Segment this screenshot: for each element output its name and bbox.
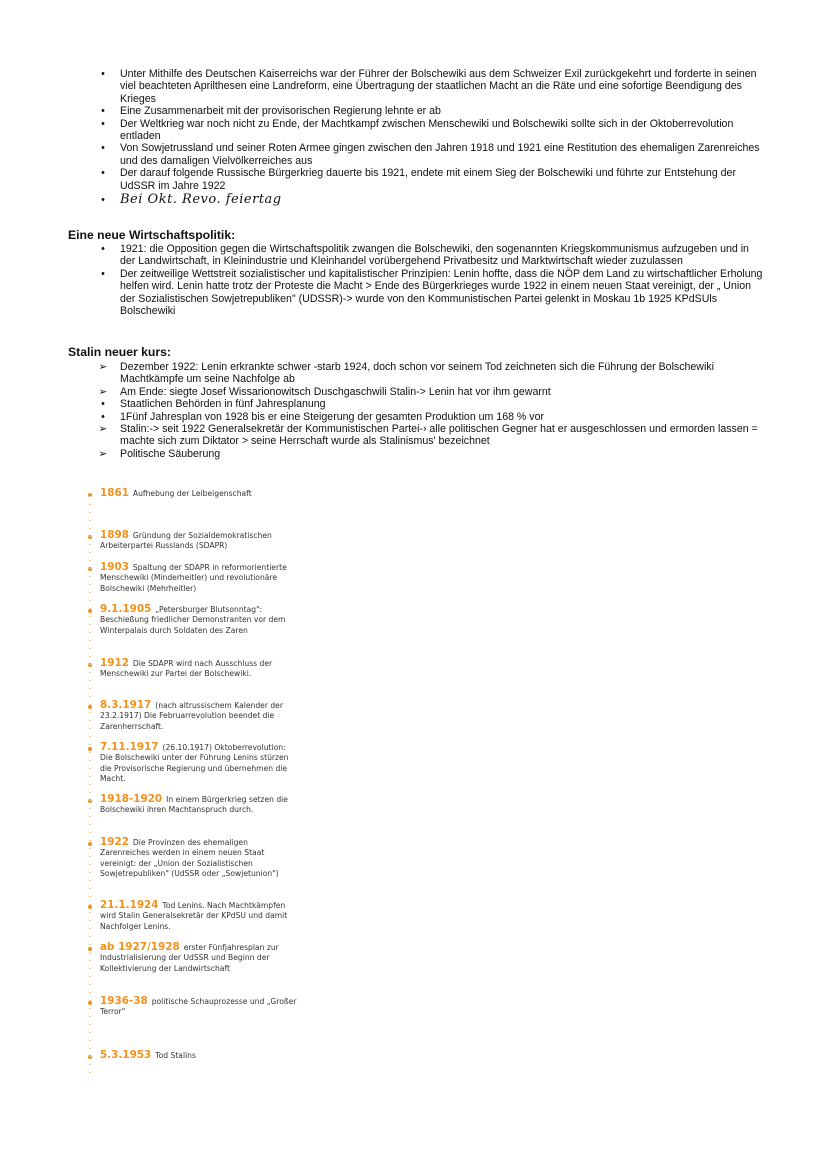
- list-item: [96, 142, 766, 167]
- timeline-connector: [89, 920, 91, 921]
- timeline-entry: [84, 658, 298, 680]
- list-item-text: Am Ende: siegte Josef Wissarionowitsch Duschgaschwili Stalin-> Lenin hat vor ihm gewarnt: [120, 385, 551, 398]
- timeline-connector: [89, 704, 91, 705]
- list-item-text: Unter Mithilfe des Deutschen Kaiserreichs war der Führer der Bolschewiki aus dem Schweizer Exil zurückgekehrt und forderte in seinen viel beachteten Aprilthesen eine Landreform, eine Übertragung der staatlichen Macht an die Räte und eine sofortige Beendigung des Krieges: [120, 68, 757, 105]
- timeline-connector: [89, 1016, 91, 1017]
- timeline-connector: [89, 776, 91, 777]
- timeline-connector: [89, 832, 91, 833]
- timeline-connector: [89, 712, 91, 713]
- timeline-connector: [89, 552, 91, 553]
- arrow-bullet-icon: ➢: [98, 423, 108, 436]
- timeline-connector: [89, 960, 91, 961]
- timeline-connector: [89, 936, 91, 937]
- timeline-connector: [89, 520, 91, 521]
- timeline-connector: [89, 680, 91, 681]
- timeline-connector: [89, 664, 91, 665]
- timeline-year: ab 1927/1928: [100, 941, 180, 953]
- timeline-connector: [89, 616, 91, 617]
- bullet-icon: •: [101, 68, 105, 80]
- handwritten-note: [96, 194, 766, 206]
- bullet-icon: •: [101, 105, 105, 118]
- timeline-year: 9.1.1905: [100, 603, 152, 615]
- timeline-entry: [84, 488, 298, 499]
- timeline-year: 7.11.1917: [100, 741, 159, 753]
- bullet-icon: •: [101, 142, 105, 155]
- timeline-connector: [89, 536, 91, 537]
- list-item-text: Staatlichen Behörden in fünf Jahresplanung: [120, 398, 326, 411]
- timeline-connector: [89, 976, 91, 977]
- list-item: [96, 423, 766, 448]
- timeline-year: 1861: [100, 487, 129, 499]
- timeline-connector: [89, 1072, 91, 1073]
- timeline-connector: [89, 696, 91, 697]
- timeline-text: Aufhebung der Leibeigenschaft: [132, 489, 252, 498]
- timeline-connector: [89, 1024, 91, 1025]
- bullet-icon: •: [101, 398, 105, 411]
- timeline-year: 1903: [100, 561, 129, 573]
- list-item: [96, 386, 766, 398]
- timeline-connector: [89, 592, 91, 593]
- timeline-connector: [89, 1056, 91, 1057]
- timeline-connector: [89, 496, 91, 497]
- timeline-connector: [89, 584, 91, 585]
- timeline-connector: [89, 504, 91, 505]
- timeline-connector: [89, 928, 91, 929]
- timeline-year: 21.1.1924: [100, 899, 159, 911]
- section-heading-stalin: Stalin neuer kurs:: [68, 345, 171, 359]
- timeline-year: 1918-1920: [100, 793, 163, 805]
- list-item-text: Der zeitweilige Wettstreit sozialistischer und kapitalistischer Prinzipien: Lenin hoffte, dass die NÖP dem Land zu wirtschaftlicher Erholung helfen wird. Lenin hatte trotz der Proteste die Macht > Ende des Bürgerkrieges wurde 1922 in einem neuen Staat vereinigt, der „ Union der Sozialistischen Sowjetrepubliken" (UDSSR)-> wurde von den Kommunistischen Partei gelenkt in Moskau 1b 1925 KPdSUls Bolschewiki: [120, 267, 763, 318]
- timeline-connector: [89, 792, 91, 793]
- list-item-text: Von Sowjetrussland und seiner Roten Armee gingen zwischen den Jahren 1918 und 1921 eine Restitution des ehemaligen Zarenreiches und des damaligen Vielvölkerreiches aus: [120, 142, 760, 167]
- timeline-dot-icon: [88, 747, 92, 751]
- list-item: [96, 398, 766, 410]
- bullet-icon: •: [101, 194, 105, 207]
- timeline-connector: [89, 640, 91, 641]
- list-item-text: Politische Säuberung: [120, 447, 221, 460]
- list-item: [96, 268, 766, 318]
- timeline-connector: [89, 808, 91, 809]
- timeline-connector: [89, 904, 91, 905]
- timeline-text: Gründung der Sozialdemokratischen Arbeiterpartei Russlands (SDAPR): [100, 531, 272, 551]
- timeline-connector: [89, 984, 91, 985]
- timeline-entry: [84, 742, 298, 784]
- bullet-icon: •: [101, 117, 105, 130]
- bullet-icon: •: [101, 167, 105, 180]
- timeline-connector: [89, 848, 91, 849]
- timeline-connector: [89, 952, 91, 953]
- timeline-text: Die SDAPR wird nach Ausschluss der Menschewiki zur Partei der Bolschewiki.: [100, 659, 273, 679]
- list-item: [96, 105, 766, 117]
- timeline-connector: [89, 1064, 91, 1065]
- timeline-connector: [89, 576, 91, 577]
- timeline-connector: [89, 728, 91, 729]
- timeline-connector: [89, 800, 91, 801]
- timeline-connector: [89, 672, 91, 673]
- timeline-entry: [84, 942, 298, 974]
- timeline-connector: [89, 992, 91, 993]
- timeline-dot-icon: [88, 947, 92, 951]
- timeline-text: Spaltung der SDAPR in reformorientierte Menschewiki (Minderheitler) und revolutionäre Bolschewiki (Mehrheitler): [100, 563, 287, 593]
- list-item-text: Stalin:-> seit 1922 Generalsekretär der Kommunistischen Partei-› alle politischen Gegner hat er ausgeschlossen und ermorden lassen = machte sich zum Diktator > seine Herrschaft wurde als Stalinismus' bezeichnet: [120, 423, 758, 448]
- timeline-text: In einem Bürgerkrieg setzen die Bolschewiki ihren Machtanspruch durch.: [100, 795, 288, 815]
- timeline-dot-icon: [88, 705, 92, 709]
- timeline-connector: [89, 600, 91, 601]
- list-item-text: Der darauf folgende Russische Bürgerkrieg dauerte bis 1921, endete mit einem Sieg der Bolschewiki und führte zur Entstehung der UdSSR im Jahre 1922: [120, 167, 736, 192]
- timeline-dot-icon: [88, 1001, 92, 1005]
- timeline-connector: [89, 1008, 91, 1009]
- timeline-connector: [89, 1032, 91, 1033]
- arrow-bullet-icon: ➢: [98, 385, 108, 398]
- list-item-text: 1Fünf Jahresplan von 1928 bis er eine Steigerung der gesamten Produktion um 168 % vor: [120, 410, 545, 423]
- arrow-bullet-icon: ➢: [98, 361, 108, 373]
- timeline-connector: [89, 768, 91, 769]
- timeline-connector: [89, 512, 91, 513]
- timeline-entry: [84, 700, 298, 732]
- timeline-text: Tod Stalins: [155, 1051, 196, 1060]
- timeline-entry: [84, 1050, 298, 1061]
- intro-bullet-list: [96, 68, 766, 206]
- list-item-text: Eine Zusammenarbeit mit der provisorischen Regierung lehnte er ab: [120, 105, 441, 118]
- timeline-entry: [84, 996, 298, 1018]
- timeline-connector: [89, 720, 91, 721]
- timeline-connector: [89, 752, 91, 753]
- timeline-connector: [89, 1040, 91, 1041]
- timeline-entry: [84, 604, 298, 636]
- timeline-connector: [89, 880, 91, 881]
- timeline-connector: [89, 872, 91, 873]
- timeline-text: erster Fünfjahresplan zur Industrialisierung der UdSSR und Beginn der Kollektivierung der Landwirtschaft: [100, 943, 279, 973]
- timeline-connector: [89, 856, 91, 857]
- timeline-connector: [89, 648, 91, 649]
- list-item: [96, 361, 766, 386]
- timeline-connector: [89, 544, 91, 545]
- timeline-year: 1898: [100, 529, 129, 541]
- timeline-entry: [84, 530, 298, 552]
- list-item-text: 1921: die Opposition gegen die Wirtschaftspolitik zwangen die Bolschewiki, den sogenannten Kriegskommunismus aufzugeben und in der Landwirtschaft, in Kleinindustrie und Kleinhandel vorübergehend Privatbesitz und Marktwirtschaft wieder zuzulassen: [120, 243, 749, 268]
- timeline-connector: [89, 840, 91, 841]
- timeline-connector: [89, 608, 91, 609]
- timeline-entry: [84, 794, 298, 816]
- list-item: [96, 411, 766, 423]
- timeline-connector: [89, 656, 91, 657]
- timeline-text: Die Provinzen des ehemaligen Zarenreiches werden in einem neuen Staat vereinigt: der „Union der Sozialistischen Sowjetrepubliken" (UdSSR oder „Sowjetunion"): [100, 838, 279, 878]
- bullet-icon: •: [101, 410, 105, 423]
- timeline-connector: [89, 624, 91, 625]
- timeline-connector: [89, 888, 91, 889]
- timeline-entry: [84, 837, 298, 879]
- timeline-connector: [89, 864, 91, 865]
- timeline-dot-icon: [88, 609, 92, 613]
- list-item: [96, 167, 766, 192]
- timeline-connector: [89, 760, 91, 761]
- timeline-connector: [89, 560, 91, 561]
- timeline-connector: [89, 736, 91, 737]
- timeline-connector: [89, 1048, 91, 1049]
- list-item: [96, 118, 766, 143]
- timeline-dot-icon: [88, 842, 92, 846]
- arrow-bullet-icon: ➢: [98, 447, 108, 460]
- timeline-text: Tod Lenins. Nach Machtkämpfen wird Stalin Generalsekretär der KPdSU und damit Nachfolger Lenins.: [100, 901, 288, 931]
- timeline-connector: [89, 744, 91, 745]
- timeline-text: politische Schauprozesse und „Großer Terror": [100, 997, 297, 1017]
- timeline-connector: [89, 1000, 91, 1001]
- timeline-connector: [89, 528, 91, 529]
- bullet-icon: •: [101, 243, 105, 255]
- handwritten-note-text: Bei Okt. Revo. feiertag: [120, 192, 282, 208]
- bullet-icon: •: [101, 267, 105, 280]
- stalin-bullet-list: [96, 361, 766, 460]
- list-item: [96, 243, 766, 268]
- list-item: [96, 448, 766, 460]
- timeline-year: 8.3.1917: [100, 699, 152, 711]
- list-item-text: Der Weltkrieg war noch nicht zu Ende, der Machtkampf zwischen Menschewiki und Bolschewiki sollte sich in der Oktoberrevolution entladen: [120, 117, 734, 143]
- timeline-year: 5.3.1953: [100, 1049, 152, 1061]
- timeline-connector: [89, 688, 91, 689]
- timeline-connector: [89, 896, 91, 897]
- list-item-text: Dezember 1922: Lenin erkrankte schwer -starb 1924, doch schon vor seinem Tod zeichneten sich die Führung der Bolschewiki Machtkämpfe um seine Nachfolge ab: [120, 361, 714, 386]
- timeline-connector: [89, 912, 91, 913]
- timeline-text: (nach altrussischem Kalender der 23.2.1917) Die Februarrevolution beendet die Zarenherrschaft.: [100, 701, 283, 731]
- timeline-connector: [89, 784, 91, 785]
- timeline-connector: [89, 632, 91, 633]
- timeline-dot-icon: [88, 905, 92, 909]
- timeline-connector: [89, 568, 91, 569]
- timeline-connector: [89, 824, 91, 825]
- timeline-year: 1936-38: [100, 995, 148, 1007]
- timeline-year: 1922: [100, 836, 129, 848]
- timeline-text: (26.10.1917) Oktoberrevolution: Die Bolschewiki unter der Führung Lenins stürzen die Provisorische Regierung und übernehmen die Macht.: [100, 743, 289, 783]
- list-item: [96, 68, 766, 105]
- timeline-entry: [84, 562, 298, 594]
- timeline-connector: [89, 968, 91, 969]
- timeline-text: „Petersburger Blutsonntag": Beschießung friedlicher Demonstranten vor dem Winterpalais durch Soldaten des Zaren: [100, 605, 286, 635]
- timeline-connector: [89, 944, 91, 945]
- timeline-connector: [89, 816, 91, 817]
- timeline-year: 1912: [100, 657, 129, 669]
- section-heading-economy: Eine neue Wirtschaftspolitik:: [68, 228, 236, 242]
- economy-bullet-list: [96, 243, 766, 317]
- timeline-entry: [84, 900, 298, 932]
